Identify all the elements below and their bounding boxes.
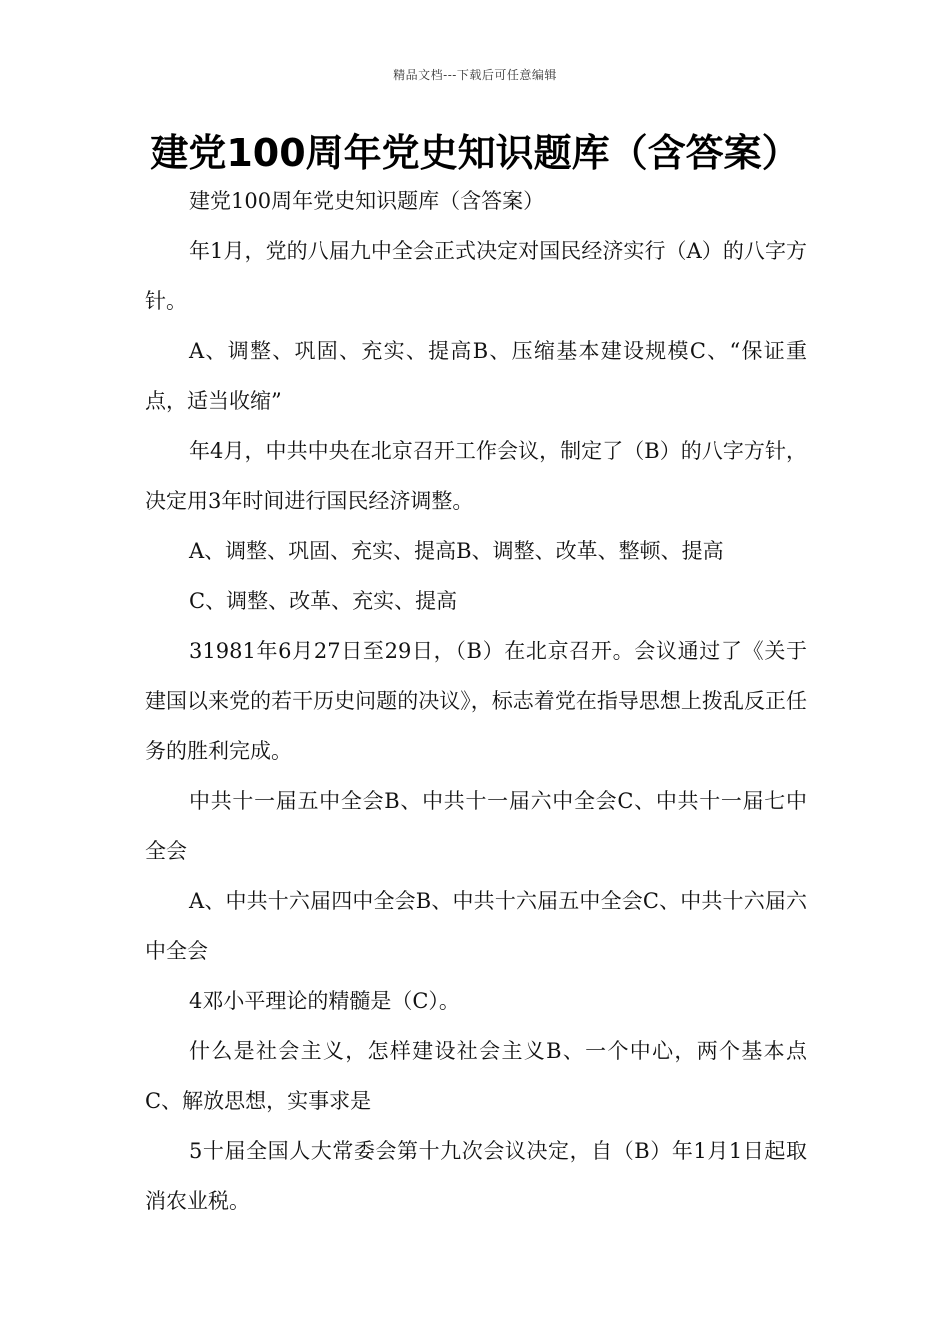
header-note: 精品文档---下载后可任意编辑: [393, 68, 557, 82]
paragraph: 什么是社会主义，怎样建设社会主义B、一个中心，两个基本点C、解放思想，实事求是: [145, 1039, 807, 1113]
paragraph: 5十届全国人大常委会第十九次会议决定，自（B）年1月1日起取消农业税。: [145, 1139, 807, 1213]
paragraph: 建党100周年党史知识题库（含答案）: [189, 189, 545, 213]
document-title: 建党100周年党史知识题库（含答案）: [150, 131, 800, 175]
paragraph: A、调整、巩固、充实、提高B、调整、改革、整顿、提高: [189, 539, 724, 563]
paragraph: A、调整、巩固、充实、提高B、压缩基本建设规模C、“保证重点，适当收缩”: [145, 339, 807, 413]
paragraph: 中共十一届五中全会B、中共十一届六中全会C、中共十一届七中全会: [145, 789, 807, 863]
paragraph: A、中共十六届四中全会B、中共十六届五中全会C、中共十六届六中全会: [145, 889, 807, 963]
paragraph: 31981年6月27日至29日，（B）在北京召开。会议通过了《关于建国以来党的若干历史问题的决议》，标志着党在指导思想上拨乱反正任务的胜利完成。: [145, 639, 807, 763]
paragraph: 年1月，党的八届九中全会正式决定对国民经济实行（A）的八字方针。: [145, 239, 807, 313]
paragraph: C、调整、改革、充实、提高: [189, 589, 458, 613]
paragraph: 年4月，中共中央在北京召开工作会议，制定了（B）的八字方针，决定用3年时间进行国民经济调整。: [145, 439, 807, 513]
paragraph: 4邓小平理论的精髓是（C）。: [189, 989, 460, 1013]
document-body: [145, 176, 807, 1226]
